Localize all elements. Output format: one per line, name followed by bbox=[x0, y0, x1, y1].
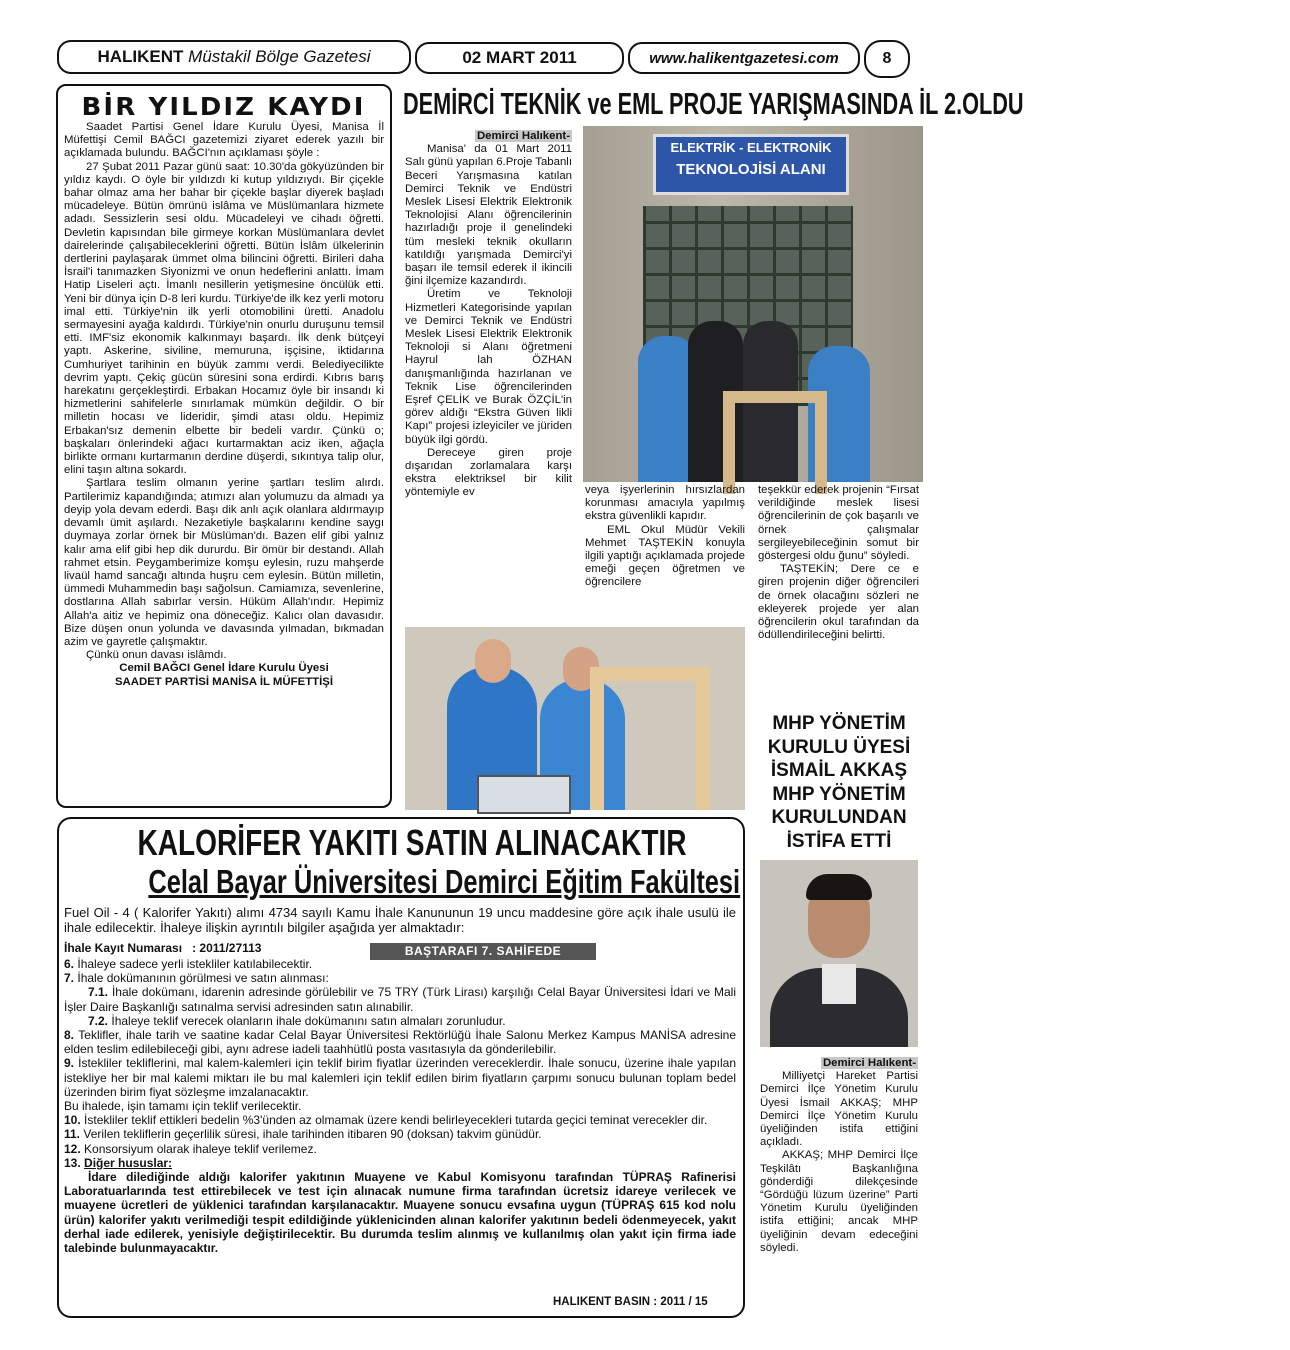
center-byline-text: Demirci Halıkent- bbox=[476, 130, 570, 142]
center-paragraph: Üretim ve Teknoloji Hizmetleri Kategorisinde yapılan ve Demirci Teknik ve Endüstri Meslek Lisesi Elektrik Elektronik Teknoloji si Alanı öğretmeni Hayrul lah ÖZHAN danışmanlığında hazırlanan ve Teknik Lise öğrencilerinden Eşref ÇELİK ve Burak ÖZÇİL'in görev aldığı “Ekstra Güven likli Kapı” projesi izleyiciler ve jüriden büyük ilgi gördü. bbox=[405, 288, 572, 446]
door-project bbox=[590, 667, 710, 810]
paper-subtitle: Müstakil Bölge Gazetesi bbox=[188, 47, 371, 66]
item-number: 6. bbox=[64, 957, 75, 971]
left-paragraph: Çünkü onun davası islâmdı. bbox=[86, 649, 227, 662]
tender-intro bbox=[64, 905, 736, 935]
left-paragraph: Şartlara teslim olmanın yerine şartları teslim alırdı. Partilerimiz kapandığında; atımızı alan yolumuzu da almadı ya deyip yola devam ederdi. Başı dik anlı açık olanlara aldırmayıp devamlı ümit aşılardı. Nezaketiyle başkalarını kendine saygı duymaya zorlar örnek bir Müslüman'dı. Bazen elif gibi yalnız kalır ama elif gibi hep dik dururdu. Bir ömür bir destandı. Allah rahmet etsin. Peygamberimize komşu eylesin, ruzu mahşerde livaül hamd sancağı altında huşru cem eylesin. Bütün milletin, ümmedi Muhammedin başı sağolsun. Camiamıza, sevenlerine, dostlarına Allah sabırlar versin. Hüküm Allah'ındır. Hepimiz Allah'a aitiz ve hepimiz ona döneceğiz. Kalıcı olan davasıdır. Bize düşen onun yolunda ve davasında yılmadan, bıkmadan azim ve gayretle çalışmaktır. bbox=[64, 477, 384, 648]
tender-item bbox=[64, 1156, 736, 1170]
item-number: 11. bbox=[64, 1127, 81, 1142]
right-paragraph: Milliyetçi Hareket Partisi Demirci İlçe Yönetim Kurulu Üyesi İsmail AKKAŞ; MHP Demirci İlçe Yönetim Kurulu üyeliğinden istifa ettiğini açıkladı. bbox=[760, 1070, 918, 1149]
portrait-hair bbox=[806, 874, 872, 900]
right-paragraph: AKKAŞ; MHP Demirci İlçe Teşkilâtı Başkanlığına gönderdiği dilekçesinde “Gördüğü lüzum üzerine” Parti Yönetim Kurulu üyeliğinden istifa ettiğini; ancak MHP üyeliğinin devam edeceğini söyledi. bbox=[760, 1149, 918, 1254]
item-number: 10. bbox=[64, 1113, 81, 1128]
project-students-photo bbox=[405, 627, 745, 810]
sign-board bbox=[653, 134, 849, 195]
page-number bbox=[864, 40, 910, 78]
kayit-value: : 2011/27113 bbox=[192, 941, 262, 955]
center-col-2 bbox=[585, 484, 745, 590]
tender-item bbox=[64, 1056, 736, 1099]
item-number: 9. bbox=[64, 1056, 75, 1071]
item-number: 13. bbox=[64, 1155, 81, 1170]
item-text: İhale dokümanı, idarenin adresinde görülebilir ve 75 TRY (Türk Lirası) karşılığı Celal Bayar Üniversitesi İdari ve Mali İşler Daire Başkanlığı satınalma servisi adresinden satın alınabilir. bbox=[64, 985, 736, 1014]
left-article-title bbox=[60, 92, 388, 121]
tender-closing: İdare dilediğinde aldığı kalorifer yakıtının Muayene ve Kabul Komisyonu tarafından TÜPRAŞ Rafinerisi Laboratuarlarında test ettirebilecek ve test için alınacak numune firma tarafından ücretsiz idareye verilecek ve muayene ücretleri de yüklenici tarafından karşılanacaktır. Muayene sonucu evsafına uygun (TÜPRAŞ 615 kod nolu ürün) kalorifer yakıtı verilmediği tespit edildiğinde yüklenicinden alınan kalorifer yakıtının bedeli ödenmeyecek, yakıt derhal iade edilerek, yenisiyle değiştirilecektir. Bu durumda teslim alınmış ve kullanılmış olan yakıt için firma iade talebinde bulunmayacaktır. bbox=[64, 1170, 736, 1256]
students-group-photo bbox=[583, 126, 923, 482]
issue-date bbox=[415, 42, 624, 74]
laptop bbox=[477, 775, 571, 814]
item-text: Konsorsiyum olarak ihaleye teklif verilemez. bbox=[84, 1141, 317, 1156]
item-text: Diğer hususlar: bbox=[84, 1155, 173, 1170]
sign-line-1: ELEKTRİK - ELEKTRONİK bbox=[670, 140, 832, 155]
item-text: İhaleye teklif verecek olanların ihale dokümanını satın almaları zorunludur. bbox=[111, 1013, 506, 1028]
item-text: İstekliler tekliflerini, mal kalem-kalemleri için teklif birim fiyatlar üzerinden vereceklerdir. İhale sonucu, üzerine ihale yapılan istekliye her bir mal kalemi miktarı ile bu mal kalemleri için teklif edilen birim fiyatların çarpımı sonucu bulunan toplam bedel üzerinden birim fiyat sözleşme imzalanacaktır. bbox=[64, 1056, 736, 1099]
masthead bbox=[57, 40, 411, 74]
item-text: Bu ihalede, işin tamamı için teklif verilecektir. bbox=[64, 1099, 302, 1114]
signature-title: SAADET PARTİSİ MANİSA İL MÜFETTİŞİ bbox=[114, 675, 334, 688]
tender-item bbox=[64, 1127, 736, 1141]
center-headline-text: DEMİRCİ TEKNİK ve EML PROJE YARIŞMASINDA İL 2.OLDU bbox=[403, 86, 1024, 121]
tender-item bbox=[64, 1099, 736, 1113]
center-paragraph: teşekkür ederek projenin “Fırsat verildiğinde meslek lisesi öğrencilerinin de çok başarılı ve örnek çalışmalar sergileyebileceğinin somut bir göstergesi oldu ğunu” söyledi. bbox=[758, 484, 919, 563]
tender-item bbox=[64, 1028, 736, 1056]
right-byline-text: Demirci Halıkent- bbox=[822, 1057, 916, 1069]
date-text: 02 MART 2011 bbox=[462, 48, 577, 67]
center-paragraph: Dereceye giren proje dışarıdan zorlamalara karşı ekstra elektriksel bir kilit yöntemiyle ev bbox=[405, 446, 572, 499]
continued-text: BAŞTARAFI 7. SAHİFEDE bbox=[404, 944, 562, 958]
right-article-body bbox=[760, 1057, 918, 1255]
website[interactable] bbox=[628, 42, 860, 74]
tender-item bbox=[64, 1142, 736, 1156]
door-frame bbox=[723, 391, 827, 494]
item-text: İhale dokümanının görülmesi ve satın alınması: bbox=[77, 971, 329, 986]
tender-footer-text: HALIKENT BASIN : 2011 / 15 bbox=[553, 1296, 708, 1308]
right-headline bbox=[757, 712, 921, 853]
tender-item bbox=[64, 971, 736, 985]
tender-subtitle-text: Celal Bayar Üniversitesi Demirci Eğitim Fakültesi bbox=[148, 863, 741, 900]
item-number: 7.1. bbox=[88, 985, 109, 1000]
left-paragraph: Saadet Partisi Genel İdare Kurulu Üyesi, Manisa İl Müfettişi Cemil BAĞCI gazetemizi ziyaret ederek yazılı bir açıklamada bulundu. BAĞCI'nın açıklaması şöyle : bbox=[64, 121, 384, 160]
tender-item bbox=[64, 1113, 736, 1127]
left-title-text: BİR YILDIZ KAYDI bbox=[82, 92, 366, 121]
center-paragraph: Manisa' da 01 Mart 2011 Salı günü yapılan 6.Proje Tabanlı Beceri Yarışmasına katılan Demirci Teknik ve Endüstri Meslek Lisesi Elektrik Elektronik Teknolojisi Alanı öğrencilerinin hazırladığı proje il genelindeki tüm mesleki teknik okulların katıldığı yarışmada Demirci'yi başarı ile temsil ederek il ikincili ğini ilçemize kazandırdı. bbox=[405, 143, 572, 288]
tender-intro-text: Fuel Oil - 4 ( Kalorifer Yakıtı) alımı 4734 sayılı Kamu İhale Kanununun 19 uncu maddesine göre açık ihale usulü ile ihale edilecektir. İhaleye ilişkin ayrıntılı bilgiler aşağıda yer almaktadır: bbox=[64, 905, 736, 935]
item-text: İhaleye sadece yerli istekliler katılabilecektir. bbox=[77, 957, 313, 971]
center-byline bbox=[405, 130, 572, 143]
item-number: 7.2. bbox=[88, 1013, 109, 1028]
right-byline bbox=[760, 1057, 918, 1070]
item-text: İstekliler teklif ettikleri bedelin %3'ünden az olmamak üzere kendi belirleyecekleri tutarda geçici teminat verecekler dir. bbox=[84, 1113, 708, 1128]
center-col-3 bbox=[758, 484, 919, 642]
item-text: Verilen tekliflerin geçerlilik süresi, ihale tarihinden itibaren 90 (doksan) takvim günüdür. bbox=[83, 1127, 542, 1142]
portrait-collar bbox=[822, 964, 856, 1004]
item-text: Teklifler, ihale tarih ve saatine kadar Celal Bayar Üniversitesi Rektörlüğü İhale Salonu Merkez Kampus MANİSA adresine elden teslim edilebileceği gibi, aynı adrese iadeli taahhütlü posta vasıtasıyla da gönderilebilir. bbox=[64, 1028, 736, 1057]
sign-line-2: TEKNOLOJİSİ ALANI bbox=[676, 161, 826, 178]
right-headline-text: MHP YÖNETİM KURULU ÜYESİ İSMAİL AKKAŞ MHP YÖNETİM KURULUNDAN İSTİFA ETTİ bbox=[767, 713, 911, 852]
website-text: www.halikentgazetesi.com bbox=[649, 49, 839, 67]
kayit-label: İhale Kayıt Numarası bbox=[64, 941, 183, 955]
item-number: 7. bbox=[64, 971, 75, 986]
left-paragraph: 27 Şubat 2011 Pazar günü saat: 10.30'da gökyüzünden bir yıldız kaydı. O öyle bir yıldızdı ki kutup yıldızıydı. Bir çiçekle bahar olmaz ama her bahar bir çiçekle başlar diyerek başladı mücadeleye. Bütün ömrünü islâma ve Müslümanlara hizmete adadı. Sessizlerin sesi oldu. Mücadeleyi ve cihadı öğretti. Devletin kapısından bile girmeye korkan Müslümanlara devlet dairelerinde çalışabileceklerini öğretti. Bütün İslâm ülkelerinin dertlerini paylaşarak ümmet olma bilincini öğretti. Birileri daha İsrail'i tanımazken Siyonizmi ve onun hedeflerini anlattı. İmam Hatip Liseleri açtı. İmanlı nesillerin yetişmesine öncülük etti. Yeni bir dünya için D-8 leri kurdu. Türkiye'de ilk kez yerli motoru imal etti. Türkiye'nin ilk yerli otomobilini üretti. Anadolu sermayesini ayağa kaldırdı. Türkiye'nin onurlu duruşunu temsil etti. IMF'siz ekonomik kalkınmayı başardı. İlk denk bütçeyi yaptı. Askerine, siviline, memuruna, işçisine, iktidarına Cumhuriyet tarihinin en büyük zammı verdi. Belediyecilikte devrim yaptı. Çekiç gücün süresini sona erdirdi. Kıbrıs barış harekatını gerçekleştirdi. Erbakan Hocamız öyle bir insandı ki hizmetlerini sahifelerle sınırlamak mümkün değildir. O bir milletin hocası ve lideridir, şimdi atası oldu. Hepimiz Erbakan'sız demenin elbette bir bedeli vardır. Çünkü o; başkaları önlerindeki ağacı kurtarmaktan aciz iken, ağaçla birlikte ormanı kurtarmanın derdine düşerdi, sıkıntıya talip olur, elini taşın altına sokardı. bbox=[64, 160, 384, 477]
tender-subtitle bbox=[60, 863, 740, 901]
student-left-head bbox=[475, 639, 511, 683]
tender-footer bbox=[553, 1296, 708, 1308]
tender-items bbox=[64, 957, 736, 1255]
signature-name: Cemil BAĞCI Genel İdare Kurulu Üyesi bbox=[119, 662, 329, 675]
paper-name: HALIKENT bbox=[97, 47, 184, 66]
kayit-row bbox=[64, 941, 261, 955]
tender-item bbox=[64, 985, 736, 1013]
tender-title-text: KALORİFER YAKITI SATIN ALINACAKTIR bbox=[137, 822, 687, 863]
tender-item bbox=[64, 957, 736, 971]
center-paragraph: EML Okul Müdür Vekili Mehmet TAŞTEKİN konuyla ilgili yaptığı açıklamada projede emeği geçen öğretmen ve öğrencilere bbox=[585, 523, 745, 589]
center-col-1 bbox=[405, 130, 572, 500]
center-headline bbox=[403, 86, 1024, 124]
item-number: 8. bbox=[64, 1028, 75, 1043]
center-paragraph: TAŞTEKİN; Dere ce e giren projenin diğer öğrencileri de örnek olacağını sözleri ne ekleyerek projede yer alan öğrencilerin okul tarafından da ödüllendirileceğini belirtti. bbox=[758, 563, 919, 642]
ismail-akkas-portrait bbox=[760, 860, 918, 1047]
page-number-text: 8 bbox=[882, 50, 892, 67]
tender-item bbox=[64, 1014, 736, 1028]
center-paragraph: veya işyerlerinin hırsızlardan korunması amacıyla yapılmış ekstra güvenlikli kapıdır. bbox=[585, 484, 745, 523]
item-number: 12. bbox=[64, 1141, 81, 1156]
tender-title bbox=[60, 822, 740, 862]
left-article-body bbox=[64, 121, 384, 689]
